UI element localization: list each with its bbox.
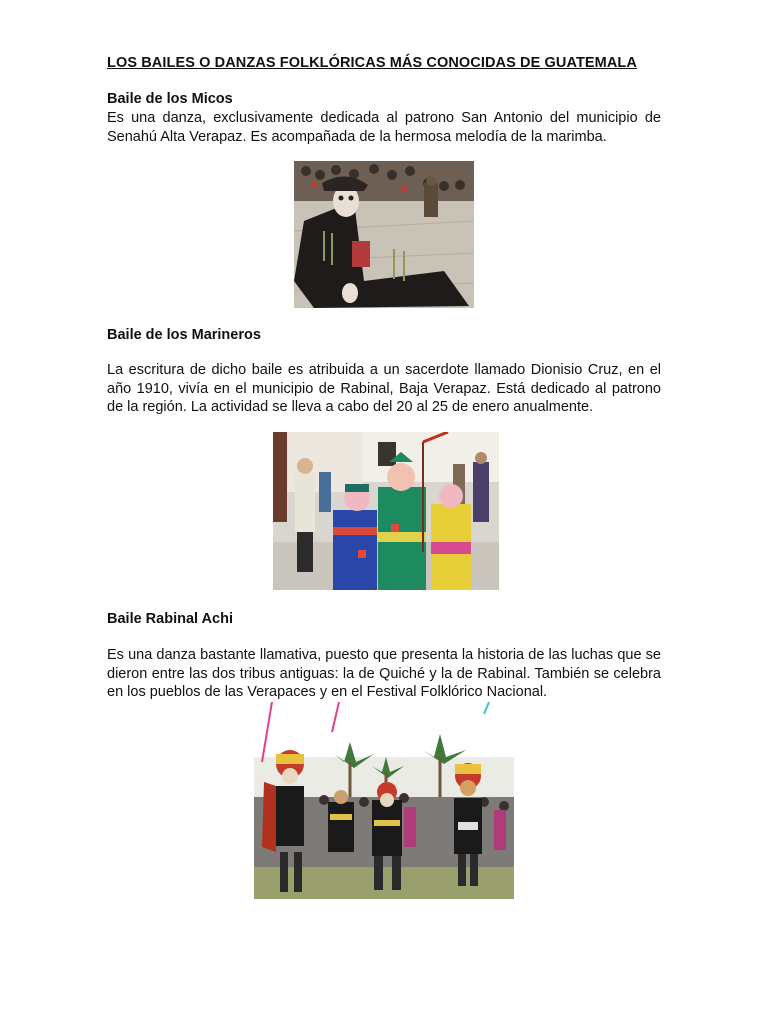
photo-micos-image: [294, 161, 474, 308]
section-text-rabinal-achi: Es una danza bastante llamativa, puesto que presenta la historia de las luchas que se dieron entre las dos tribus antiguas: la de Quiché y la de Rabinal. También se celebra en los pueblos de las Verapaces y en el Festival Folklórico Nacional.: [107, 647, 661, 700]
section-heading-marineros: Baile de los Marineros: [107, 327, 261, 343]
photo-rabinal-achi-image: [254, 702, 514, 899]
photo-rabinal-achi-dancers: [254, 702, 514, 899]
photo-micos-dancer: [294, 161, 474, 308]
photo-marineros-dancers: [273, 432, 499, 590]
section-heading-micos: Baile de los Micos: [107, 91, 233, 107]
document-title: LOS BAILES O DANZAS FOLKLÓRICAS MÁS CONOCIDAS DE GUATEMALA: [107, 55, 637, 71]
section-heading-rabinal-achi: Baile Rabinal Achi: [107, 611, 233, 627]
section-text-marineros: La escritura de dicho baile es atribuida a un sacerdote llamado Dionisio Cruz, en el año 1910, vivía en el municipio de Rabinal, Baja Verapaz. Está dedicado al patrono de la región. La actividad se lleva a cabo del 20 al 25 de enero anualmente.: [107, 362, 661, 415]
section-text-micos: Es una danza, exclusivamente dedicada al patrono San Antonio del municipio de Senahú Alta Verapaz. Es acompañada de la hermosa melodía de la marimba.: [107, 110, 661, 145]
photo-marineros-image: [273, 432, 499, 590]
